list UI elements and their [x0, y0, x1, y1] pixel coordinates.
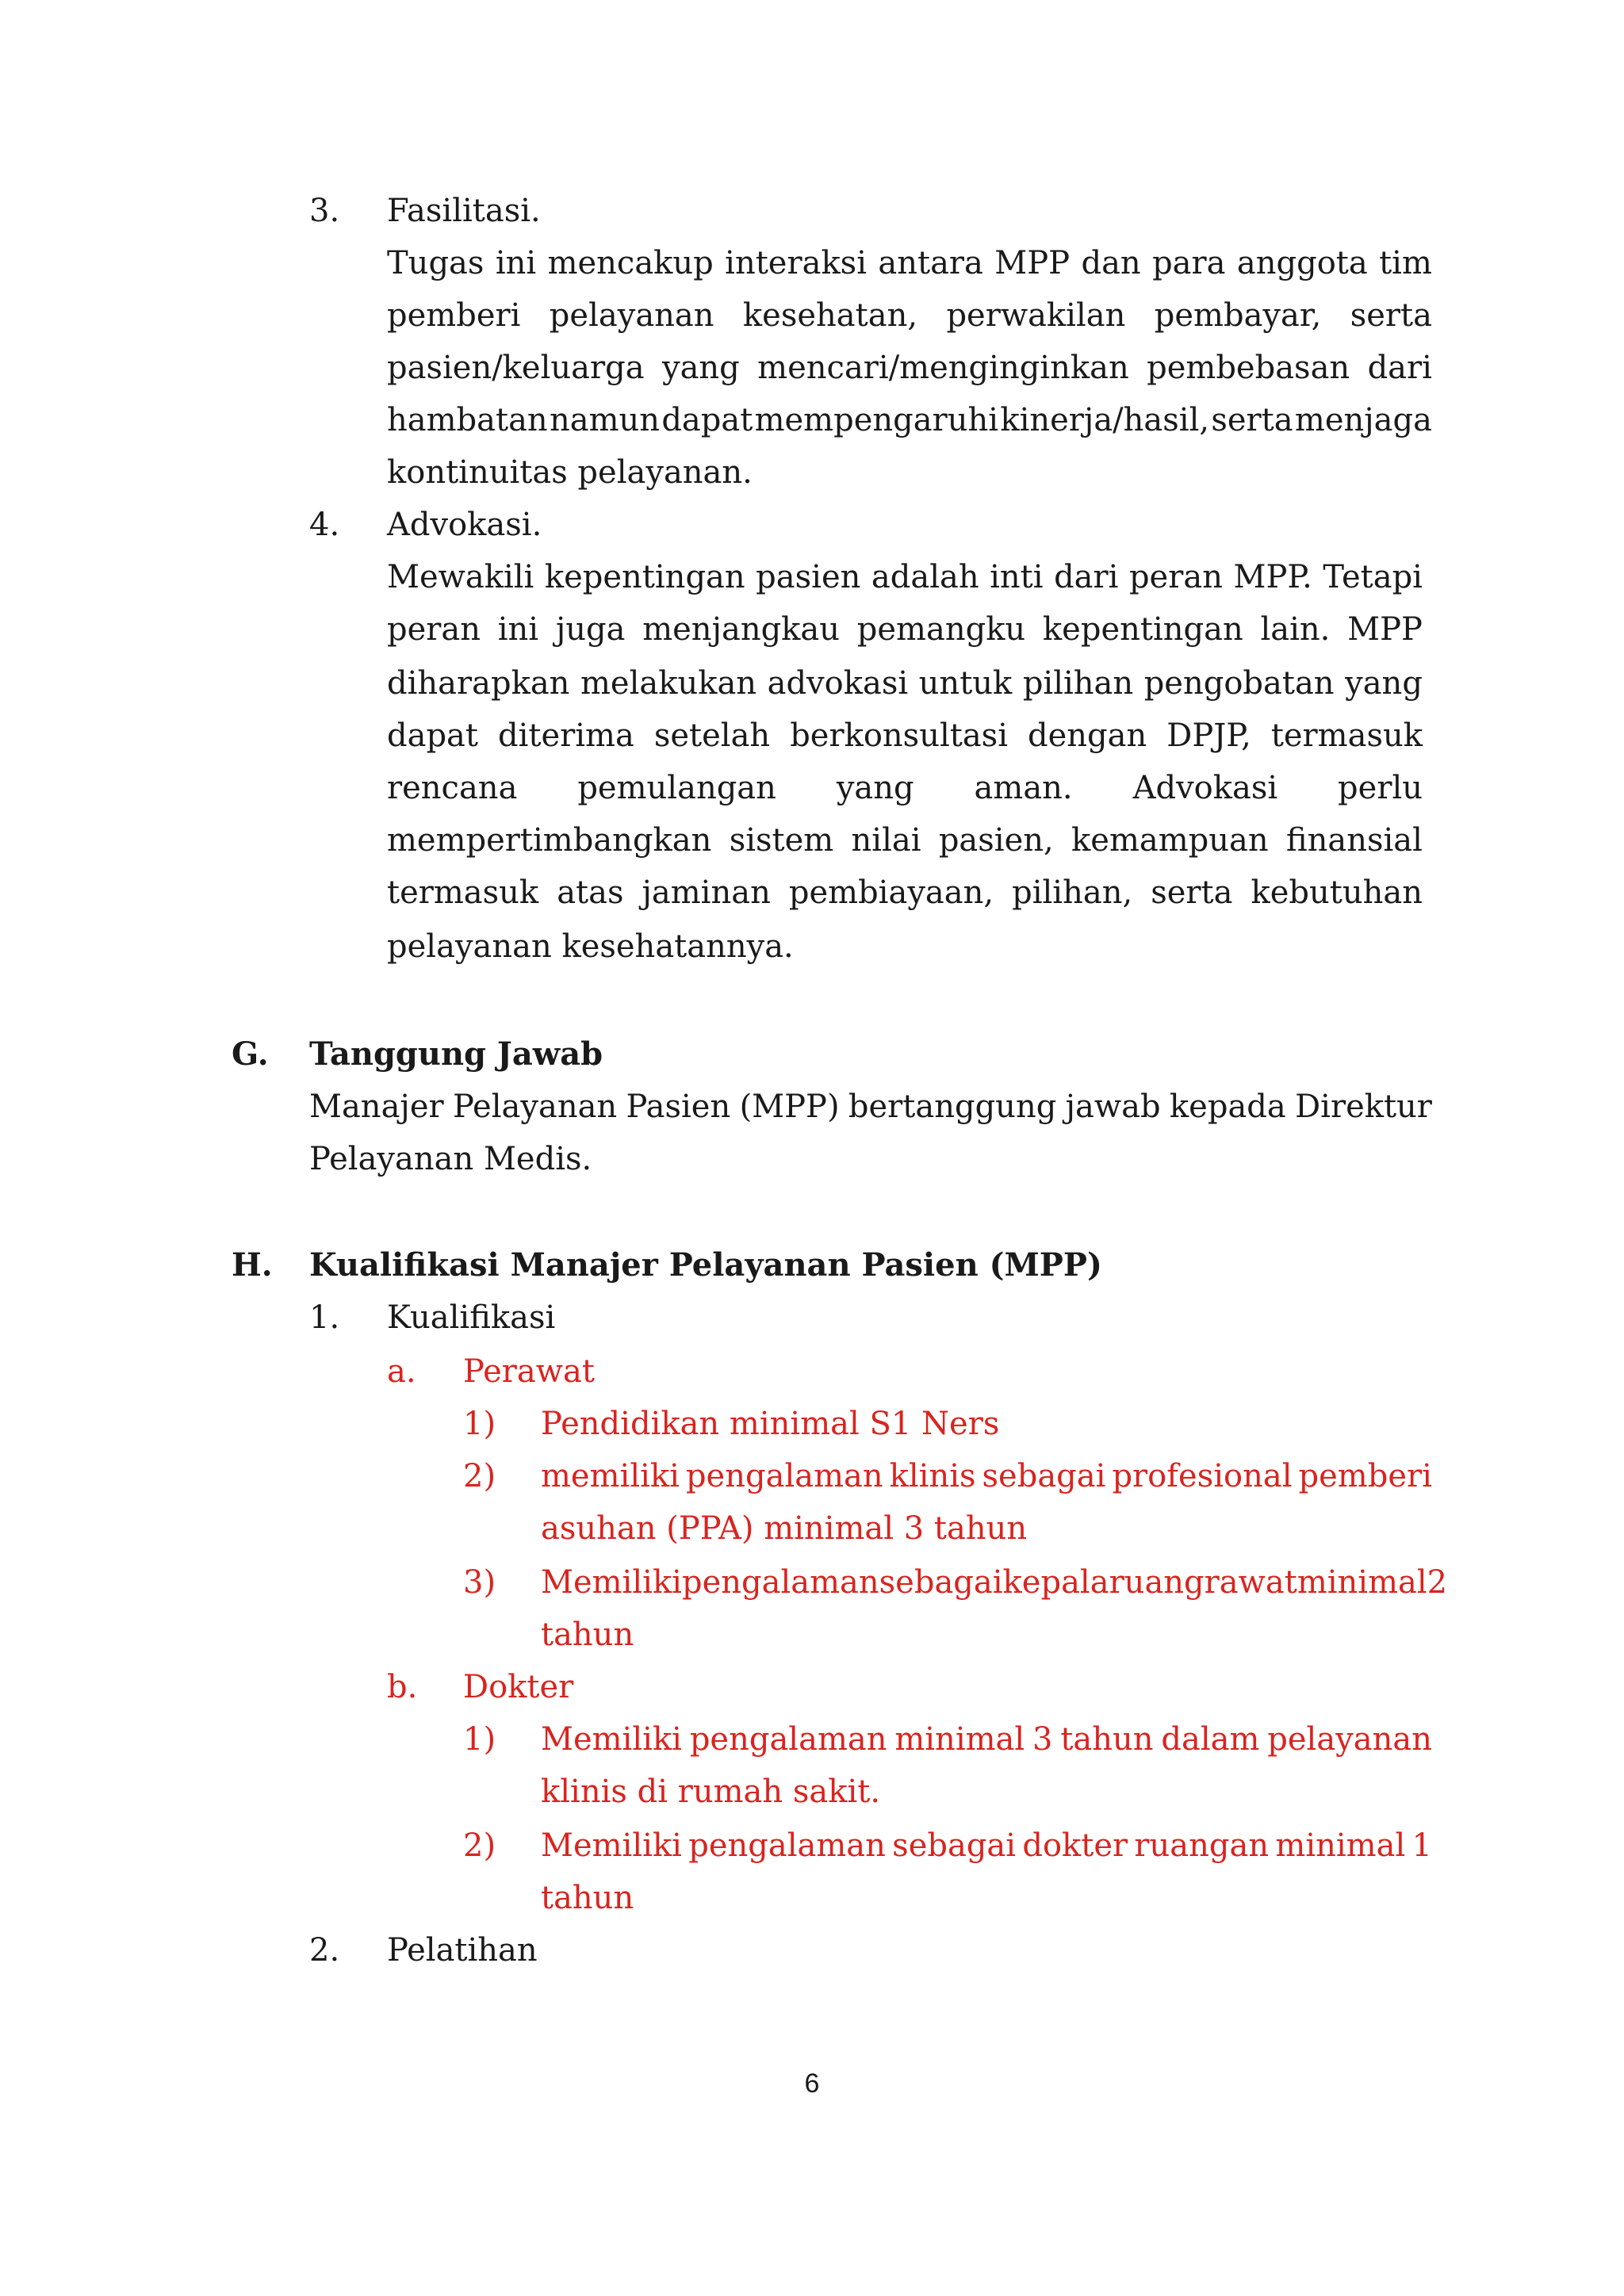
word: pilihan [1022, 665, 1134, 702]
word: Advokasi [1132, 770, 1278, 806]
word: mempengaruhi [754, 402, 999, 438]
word: rencana [387, 770, 518, 806]
word: pengalaman [681, 1564, 879, 1601]
word: serta [1211, 402, 1293, 438]
word: ini [497, 611, 539, 648]
word: sebagai [982, 1458, 1106, 1494]
section-h-letter: H. [232, 1246, 273, 1284]
word: MPP. [1233, 559, 1312, 595]
item-4-number: 4. [309, 507, 340, 543]
item-3-line-1 [387, 244, 1432, 282]
item-4-line-4 [387, 717, 1423, 755]
word: dapat [661, 402, 753, 438]
word: Direktur [1295, 1089, 1432, 1125]
perawat-req-2-line-1 [541, 1457, 1432, 1495]
sub-a-title: Perawat [463, 1353, 595, 1390]
item-3-line-2 [387, 297, 1432, 335]
word: kepentingan [1042, 611, 1243, 648]
word: pembayar, [1154, 297, 1322, 334]
sub-b-letter: b. [387, 1669, 418, 1705]
word: aman. [974, 770, 1073, 806]
word: pengalaman [685, 1458, 883, 1494]
section-g-line-1 [309, 1088, 1432, 1126]
word: pelayanan [1267, 1721, 1432, 1758]
word: pembebasan [1147, 350, 1350, 386]
item-3-line-3 [387, 349, 1432, 387]
item-4-title: Advokasi. [387, 507, 542, 543]
perawat-req-3-line-1 [541, 1563, 1448, 1601]
h-item-1-number: 1. [309, 1299, 340, 1336]
word: jawab [1065, 1089, 1161, 1125]
word: 1 [1411, 1827, 1432, 1864]
word: sebagai [879, 1564, 1003, 1601]
word: diharapkan [387, 665, 570, 702]
word: pemangku [856, 611, 1026, 648]
perawat-req-3-number: 3) [463, 1564, 496, 1601]
word: Tetapi [1323, 559, 1423, 595]
word: ruang [1109, 1564, 1205, 1601]
word: peran [387, 611, 481, 648]
word: (MPP) [739, 1089, 840, 1125]
word: memiliki [541, 1458, 680, 1494]
word: dapat [387, 718, 478, 754]
h-item-1-title: Kualifikasi [387, 1299, 556, 1336]
word: tim [1379, 245, 1432, 281]
word: lain. [1260, 611, 1331, 648]
word: peran [1128, 559, 1223, 595]
word: hambatan [387, 402, 548, 438]
word: minimal [1297, 1564, 1427, 1601]
word: yang [661, 350, 740, 386]
word: perlu [1338, 770, 1423, 806]
word: pasien [756, 559, 861, 595]
word: DPJP, [1166, 718, 1251, 754]
item-3-line-4 [387, 401, 1432, 439]
item-3-line-5: kontinuitas pelayanan. [387, 454, 753, 491]
dokter-req-2-line-1 [541, 1827, 1432, 1865]
dokter-req-1-line-1 [541, 1720, 1432, 1758]
word: setelah [653, 718, 771, 754]
word: sebagai [892, 1827, 1017, 1864]
word: Memiliki [541, 1827, 682, 1864]
word: pemulangan [577, 770, 776, 806]
word: adalah [871, 559, 979, 595]
word: 2 [1427, 1564, 1448, 1601]
word: atas [557, 874, 624, 911]
word: profesional [1112, 1458, 1293, 1494]
sub-b-title: Dokter [463, 1669, 574, 1705]
item-4-line-7 [387, 874, 1423, 912]
word: finansial [1285, 822, 1423, 859]
word: klinis [889, 1458, 976, 1494]
word: tahun [1060, 1721, 1154, 1758]
word: untuk [918, 665, 1013, 702]
item-4-line-6 [387, 821, 1423, 859]
perawat-req-1-line-1: Pendidikan minimal S1 Ners [541, 1406, 1000, 1442]
perawat-req-2-number: 2) [463, 1458, 496, 1494]
word: minimal [1275, 1827, 1406, 1864]
word: yang [836, 770, 914, 806]
word: MPP [1347, 611, 1423, 648]
word: advokasi [767, 665, 909, 702]
word: Pelayanan [452, 1089, 618, 1125]
word: yang [1345, 665, 1423, 702]
perawat-req-3-line-2: tahun [541, 1617, 634, 1653]
word: sistem [729, 822, 834, 859]
word: namun [549, 402, 661, 438]
word: antara [878, 245, 983, 281]
sub-a-letter: a. [387, 1353, 416, 1390]
word: mempertimbangkan [387, 822, 712, 859]
word: pemberi [1298, 1458, 1432, 1494]
word: mencari/menginginkan [757, 350, 1129, 386]
word: serta [1350, 297, 1432, 334]
word: interaksi [725, 245, 867, 281]
word: 3 [1032, 1721, 1053, 1758]
h-item-2-number: 2. [309, 1932, 340, 1969]
word: inti [990, 559, 1044, 595]
word: pengalaman [689, 1721, 887, 1758]
word: Manajer [309, 1089, 444, 1125]
word: kebutuhan [1251, 874, 1423, 911]
item-4-line-3 [387, 664, 1423, 702]
word: Memiliki [541, 1564, 682, 1601]
word: mencakup [547, 245, 714, 281]
dokter-req-1-line-2: klinis di rumah sakit. [541, 1774, 881, 1810]
word: dari [1367, 350, 1432, 386]
word: juga [555, 611, 626, 648]
word: termasuk [1270, 718, 1423, 754]
word: menjangkau [642, 611, 841, 648]
word: Mewakili [387, 559, 534, 595]
word: dari [1054, 559, 1119, 595]
word: diterima [497, 718, 634, 754]
section-h-title: Kualifikasi Manajer Pelayanan Pasien (MPP) [309, 1246, 1102, 1284]
h-item-2-title: Pelatihan [387, 1932, 538, 1969]
dokter-req-2-line-2: tahun [541, 1880, 634, 1916]
word: menjaga [1294, 402, 1432, 438]
word: jaminan [642, 874, 771, 911]
word: serta [1151, 874, 1233, 911]
word: berkonsultasi [790, 718, 1008, 754]
word: anggota [1236, 245, 1368, 281]
word: MPP [994, 245, 1071, 281]
perawat-req-1-number: 1) [463, 1406, 496, 1442]
word: Tugas [387, 245, 485, 281]
dokter-req-2-number: 2) [463, 1827, 496, 1864]
word: bertanggung [848, 1089, 1057, 1125]
page-number: 6 [804, 2068, 820, 2099]
word: Pasien [626, 1089, 731, 1125]
word: dalam [1161, 1721, 1260, 1758]
word: pasien, [938, 822, 1054, 859]
section-g-letter: G. [232, 1035, 269, 1073]
perawat-req-2-line-2: asuhan (PPA) minimal 3 tahun [541, 1510, 1028, 1547]
word: kemampuan [1071, 822, 1269, 859]
word: rawat [1204, 1564, 1297, 1601]
word: ruangan [1134, 1827, 1270, 1864]
word: kepentingan [544, 559, 745, 595]
word: dokter [1022, 1827, 1128, 1864]
word: melakukan [580, 665, 757, 702]
word: kinerja/hasil, [1000, 402, 1210, 438]
word: dan [1081, 245, 1141, 281]
word: pilihan, [1012, 874, 1133, 911]
section-g-title: Tanggung Jawab [309, 1035, 603, 1073]
word: para [1152, 245, 1226, 281]
word: kesehatan, [742, 297, 918, 334]
word: pelayanan [549, 297, 714, 334]
word: kepada [1169, 1089, 1286, 1125]
word: pembiayaan, [788, 874, 994, 911]
word: Memiliki [541, 1721, 682, 1758]
word: nilai [851, 822, 921, 859]
word: dengan [1028, 718, 1147, 754]
word: termasuk [387, 874, 539, 911]
word: ini [495, 245, 537, 281]
item-4-line-5 [387, 769, 1423, 807]
word: minimal [894, 1721, 1025, 1758]
word: perwakilan [946, 297, 1126, 334]
word: pengalaman [688, 1827, 886, 1864]
item-3-number: 3. [309, 193, 340, 229]
dokter-req-1-number: 1) [463, 1721, 496, 1758]
item-4-line-8: pelayanan kesehatannya. [387, 928, 794, 965]
item-4-line-1 [387, 558, 1423, 596]
word: kepala [1002, 1564, 1109, 1601]
word: pengobatan [1143, 665, 1335, 702]
word: pasien/keluarga [387, 350, 645, 386]
item-3-title: Fasilitasi. [387, 193, 541, 229]
section-g-line-2: Pelayanan Medis. [309, 1141, 592, 1177]
word: pemberi [387, 297, 521, 334]
item-4-line-2 [387, 610, 1423, 649]
